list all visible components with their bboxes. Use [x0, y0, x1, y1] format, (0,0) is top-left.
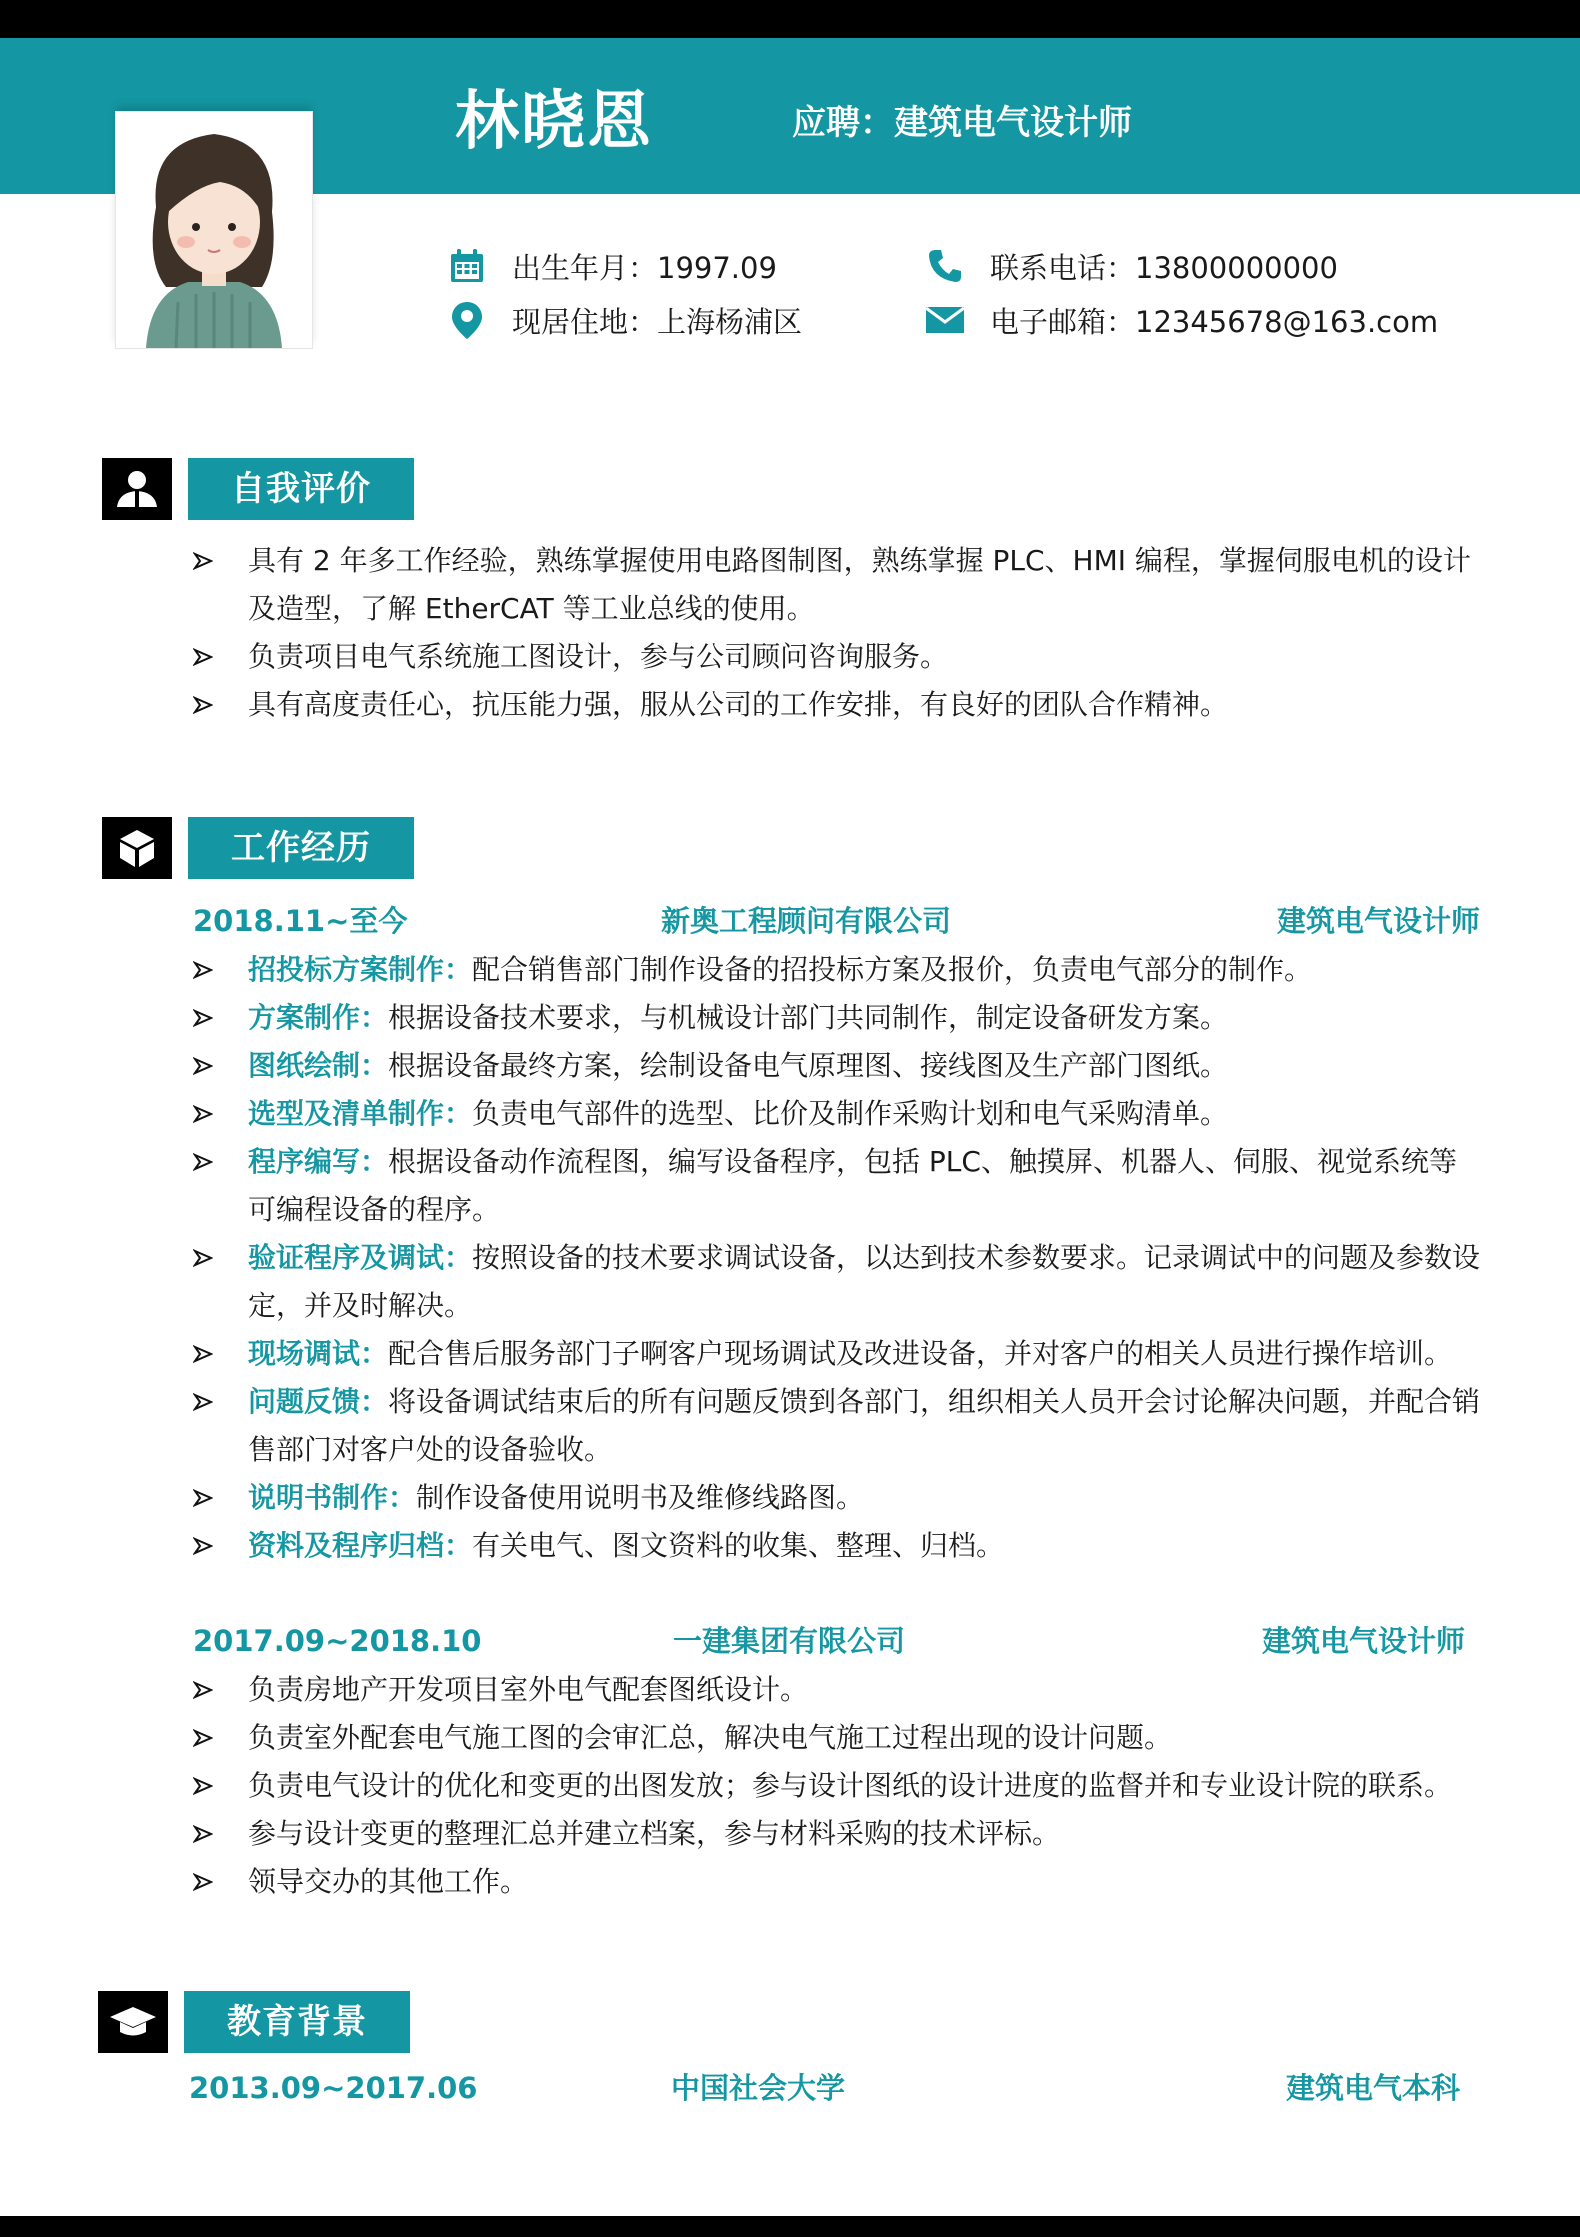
list-item-text: 根据设备动作流程图，编写设备程序，包括 PLC、触摸屏、机器人、伺服、视觉系统等可编程设备的程序。 [248, 1145, 1457, 1226]
list-item-text: 配合售后服务部门子啊客户现场调试及改进设备，并对客户的相关人员进行操作培训。 [388, 1337, 1453, 1370]
list-item [193, 1858, 1483, 1906]
list-item-text: 具有 2 年多工作经验，熟练掌握使用电路图制图，熟练掌握 PLC、HMI 编程，掌握伺服电机的设计及造型，了解 EtherCAT 等工业总线的使用。 [248, 544, 1471, 625]
arrow-bullet-icon [193, 1378, 223, 1426]
section-header-self-eval [102, 458, 422, 520]
avatar-illustration [116, 112, 312, 348]
list-item [193, 681, 1483, 729]
list-item-text: 将设备调试结束后的所有问题反馈到各部门，组织相关人员开会讨论解决问题，并配合销售部门对客户处的设备验收。 [248, 1385, 1481, 1466]
list-item-text: 按照设备的技术要求调试设备，以达到技术参数要求。记录调试中的问题及参数设定，并及时解决。 [248, 1241, 1481, 1322]
list-item-text: 领导交办的其他工作。 [248, 1865, 529, 1898]
list-item-text: 参与设计变更的整理汇总并建立档案，参与材料采购的技术评标。 [248, 1817, 1061, 1850]
candidate-name: 林晓恩 [455, 85, 653, 159]
job-period: 2018.11~至今 [193, 904, 408, 938]
list-item-label: 验证程序及调试： [248, 1241, 473, 1274]
list-item [193, 1762, 1483, 1810]
list-item [193, 946, 1483, 994]
arrow-bullet-icon [193, 1714, 223, 1762]
list-item-label: 招投标方案制作： [248, 953, 473, 986]
list-item [193, 1714, 1483, 1762]
list-item [193, 633, 1483, 681]
arrow-bullet-icon [193, 1474, 223, 1522]
job-company: 新奥工程顾问有限公司 [661, 904, 952, 938]
arrow-bullet-icon [193, 994, 223, 1042]
arrow-bullet-icon [193, 1330, 223, 1378]
list-item [193, 1378, 1483, 1474]
calendar-icon [446, 246, 488, 286]
user-icon [102, 458, 172, 520]
list-item-label: 资料及程序归档： [248, 1529, 473, 1562]
birth-text: 出生年月：1997.09 [512, 250, 777, 285]
arrow-bullet-icon [193, 1858, 223, 1906]
arrow-bullet-icon [193, 946, 223, 994]
list-item [193, 537, 1483, 633]
list-item-text: 制作设备使用说明书及维修线路图。 [416, 1481, 865, 1514]
list-item-label: 问题反馈： [248, 1385, 389, 1418]
phone-icon [924, 246, 966, 286]
arrow-bullet-icon [193, 633, 223, 681]
list-item-text: 负责电气设计的优化和变更的出图发放；参与设计图纸的设计进度的监督并和专业设计院的联系。 [248, 1769, 1453, 1802]
job-company: 一建集团有限公司 [673, 1624, 906, 1658]
list-item-label: 方案制作： [248, 1001, 389, 1034]
list-item-text: 配合销售部门制作设备的招投标方案及报价，负责电气部分的制作。 [472, 953, 1313, 986]
envelope-icon [924, 300, 966, 340]
list-item-text: 负责室外配套电气施工图的会审汇总，解决电气施工过程出现的设计问题。 [248, 1721, 1173, 1754]
list-item-text: 根据设备技术要求，与机械设计部门共同制作，制定设备研发方案。 [388, 1001, 1229, 1034]
arrow-bullet-icon [193, 1666, 223, 1714]
list-item [193, 1090, 1483, 1138]
location-text: 现居住地：上海杨浦区 [512, 304, 803, 339]
arrow-bullet-icon [193, 1138, 223, 1186]
email-text: 电子邮箱：12345678@163.com [990, 304, 1439, 339]
arrow-bullet-icon [193, 1810, 223, 1858]
bottom-bar [0, 2216, 1580, 2237]
arrow-bullet-icon [193, 1234, 223, 1282]
list-item-label: 程序编写： [248, 1145, 389, 1178]
list-item-text: 有关电气、图文资料的收集、整理、归档。 [472, 1529, 1005, 1562]
graduation-cap-icon [98, 1991, 168, 2053]
location-pin-icon [446, 300, 488, 340]
section-header-work [102, 817, 422, 879]
list-item [193, 1138, 1483, 1234]
list-item-text: 负责电气部件的选型、比价及制作采购计划和电气采购清单。 [472, 1097, 1229, 1130]
list-item [193, 1330, 1483, 1378]
list-item [193, 1474, 1483, 1522]
list-item [193, 994, 1483, 1042]
list-item [193, 1810, 1483, 1858]
arrow-bullet-icon [193, 537, 223, 585]
job-role: 建筑电气设计师 [1262, 1624, 1466, 1658]
arrow-bullet-icon [193, 1522, 223, 1570]
applied-position: 应聘：建筑电气设计师 [792, 103, 1132, 143]
arrow-bullet-icon [193, 1762, 223, 1810]
job-period: 2017.09~2018.10 [193, 1624, 482, 1658]
education-school: 中国社会大学 [671, 2071, 846, 2105]
cube-icon [102, 817, 172, 879]
birth-info [446, 246, 777, 286]
email-info [924, 300, 1438, 340]
education-major: 建筑电气本科 [1286, 2071, 1461, 2105]
arrow-bullet-icon [193, 1090, 223, 1138]
list-item-label: 说明书制作： [248, 1481, 417, 1514]
section-title: 工作经历 [188, 817, 414, 879]
list-item-text: 根据设备最终方案，绘制设备电气原理图、接线图及生产部门图纸。 [388, 1049, 1229, 1082]
education-period: 2013.09~2017.06 [189, 2071, 478, 2105]
list-item [193, 1234, 1483, 1330]
list-item [193, 1666, 1483, 1714]
list-item-text: 负责项目电气系统施工图设计，参与公司顾问咨询服务。 [248, 640, 949, 673]
arrow-bullet-icon [193, 1042, 223, 1090]
top-bar [0, 0, 1580, 38]
location-info [446, 300, 802, 340]
arrow-bullet-icon [193, 681, 223, 729]
section-title: 自我评价 [188, 458, 414, 520]
avatar [116, 112, 312, 348]
list-item-text: 负责房地产开发项目室外电气配套图纸设计。 [248, 1673, 809, 1706]
list-item-label: 现场调试： [248, 1337, 389, 1370]
list-item-label: 选型及清单制作： [248, 1097, 473, 1130]
list-item [193, 1522, 1483, 1570]
section-title: 教育背景 [184, 1991, 410, 2053]
phone-info [924, 246, 1338, 286]
list-item-label: 图纸绘制： [248, 1049, 389, 1082]
job-role: 建筑电气设计师 [1277, 904, 1481, 938]
list-item-text: 具有高度责任心，抗压能力强，服从公司的工作安排，有良好的团队合作精神。 [248, 688, 1229, 721]
phone-text: 联系电话：13800000000 [990, 250, 1338, 285]
section-header-education [98, 1991, 418, 2053]
list-item [193, 1042, 1483, 1090]
